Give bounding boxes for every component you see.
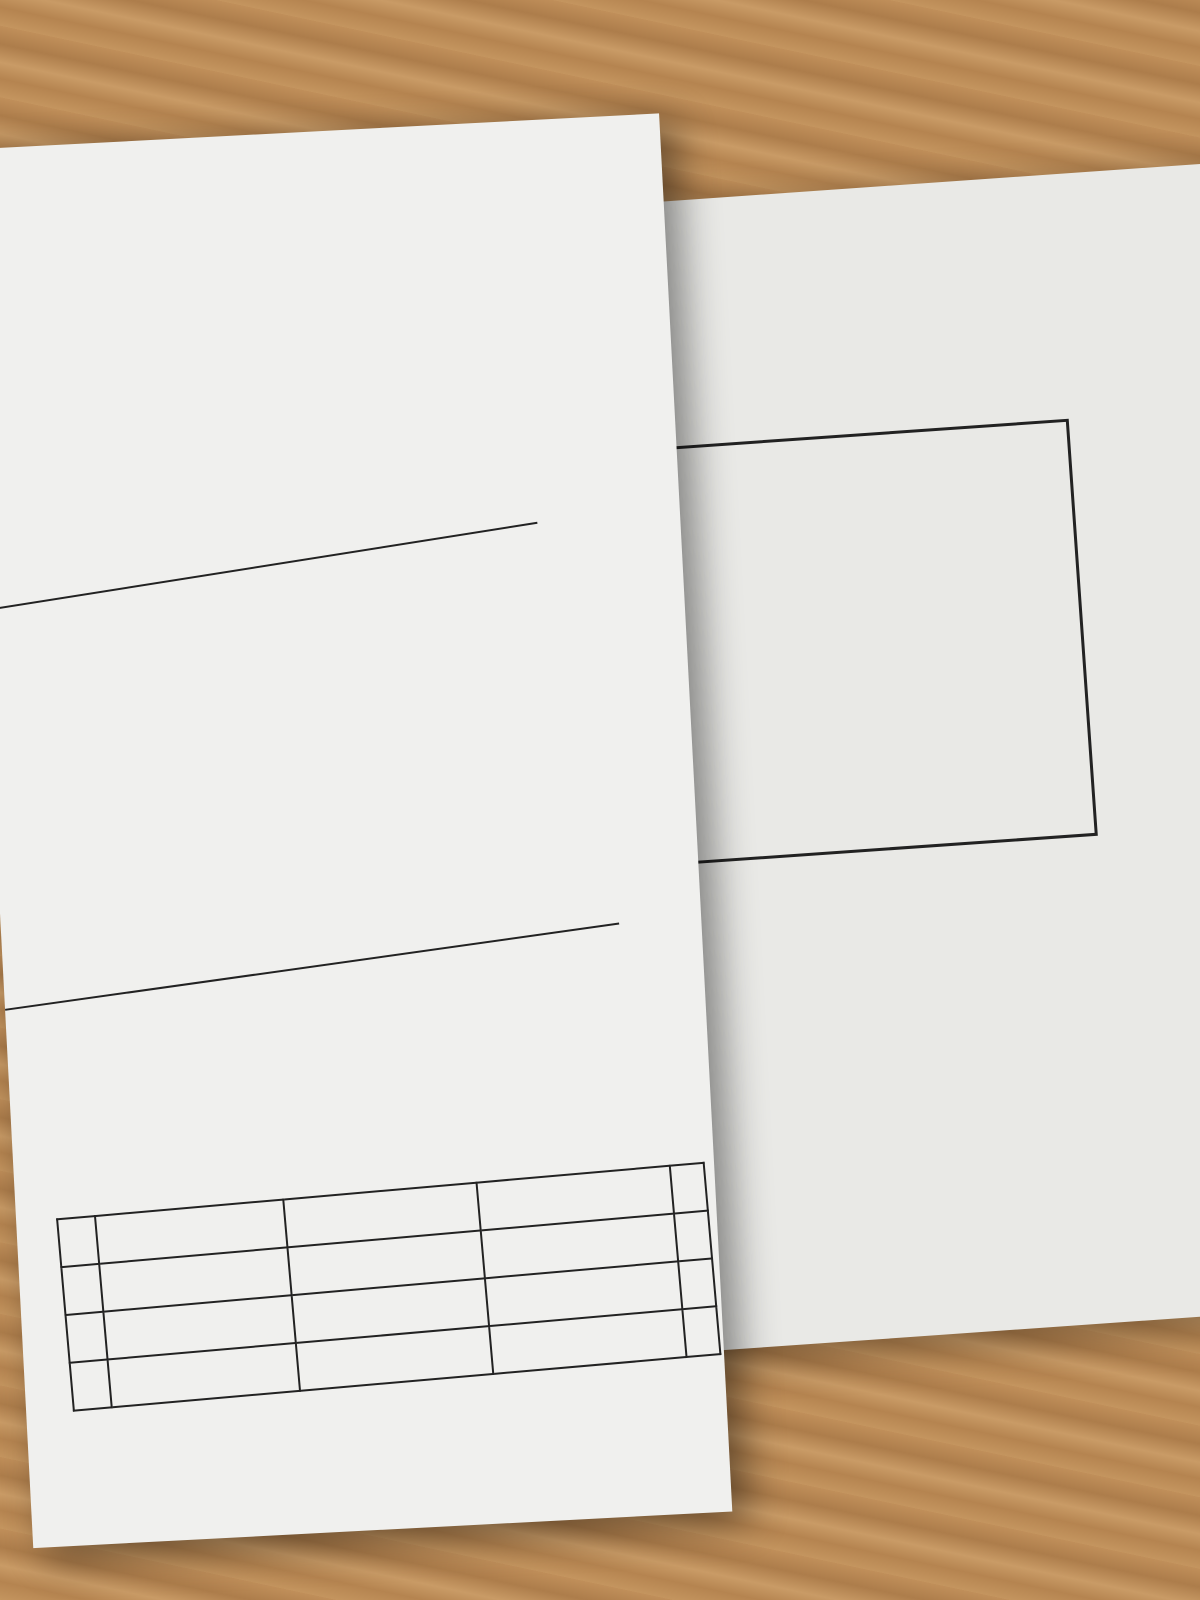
categories-table bbox=[56, 1162, 721, 1412]
divider bbox=[5, 923, 619, 1011]
row-letter bbox=[70, 1359, 112, 1410]
col-header-rock bbox=[278, 1149, 428, 1157]
score-cell[interactable] bbox=[670, 1163, 708, 1214]
score-cell[interactable] bbox=[682, 1306, 720, 1357]
score-cell[interactable] bbox=[678, 1258, 716, 1309]
magic-square-grid bbox=[662, 419, 1098, 864]
score-cell[interactable] bbox=[674, 1211, 712, 1262]
divider bbox=[0, 522, 537, 612]
row-letter bbox=[61, 1264, 103, 1315]
col-header-tennis bbox=[467, 1131, 627, 1139]
left-page bbox=[0, 113, 732, 1548]
row-letter bbox=[65, 1312, 107, 1363]
row-letter bbox=[57, 1216, 99, 1267]
col-header-cities bbox=[104, 1162, 244, 1169]
